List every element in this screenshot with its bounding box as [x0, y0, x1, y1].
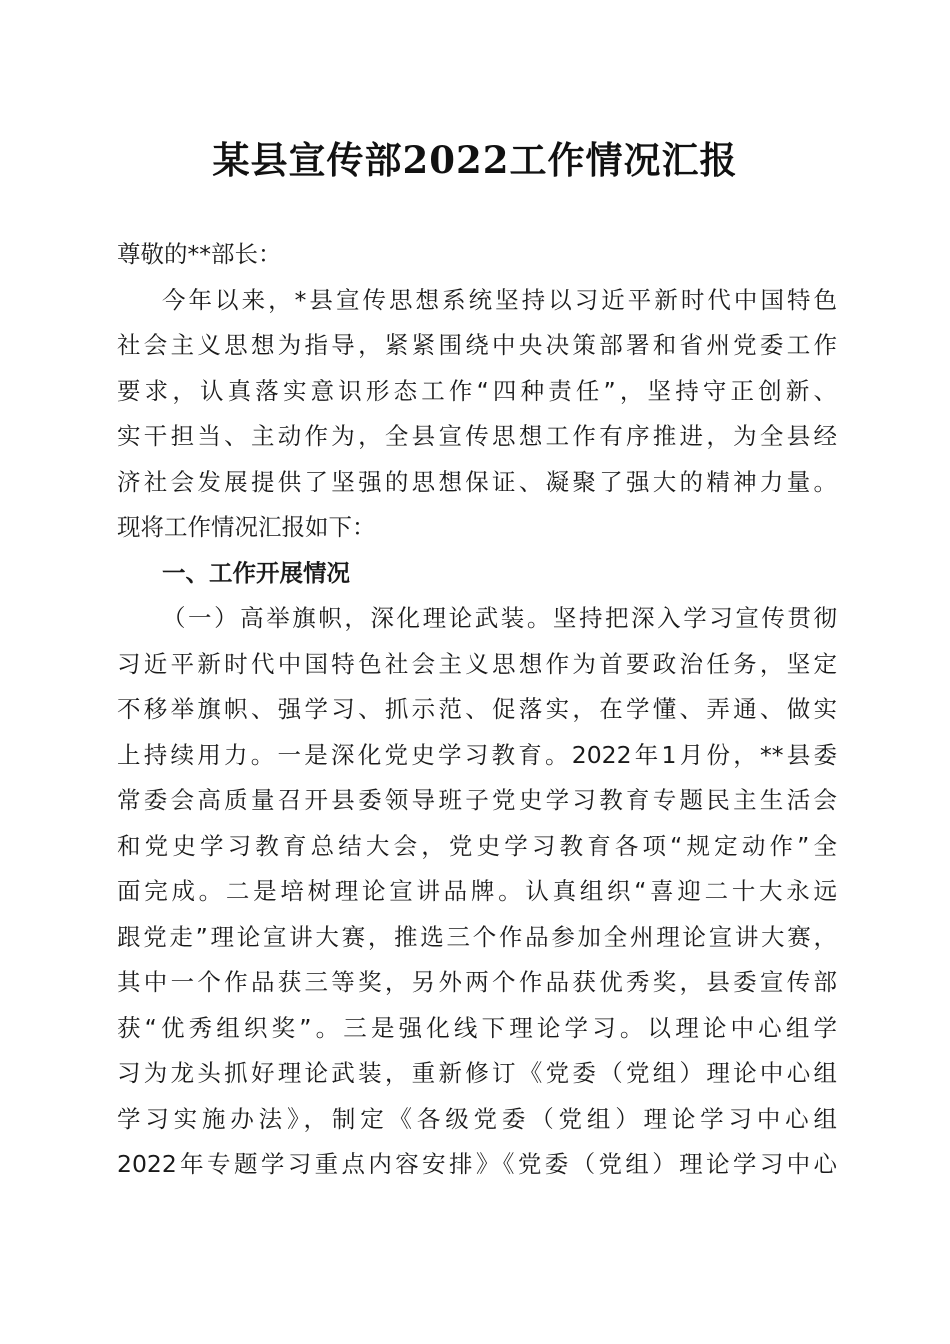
paragraph-line: 和党史学习教育总结大会，党史学习教育各项“规定动作”全 [117, 831, 837, 860]
paragraph-line: 习近平新时代中国特色社会主义思想作为首要政治任务，坚定 [117, 649, 837, 678]
paragraph-line: 常委会高质量召开县委领导班子党史学习教育专题民主生活会 [117, 786, 837, 814]
paragraph-line: 不移举旗帜、强学习、抓示范、促落实，在学懂、弄通、做实 [117, 695, 837, 723]
paragraph-line: 上持续用力。一是深化党史学习教育。2022年1月份，**县委 [117, 740, 837, 769]
paragraph-line: 现将工作情况汇报如下： [117, 513, 376, 541]
paragraph-line: 面完成。二是培树理论宣讲品牌。认真组织“喜迎二十大永远 [117, 877, 837, 905]
paragraph-line: 习为龙头抓好理论武装，重新修订《党委（党组）理论中心组 [117, 1059, 837, 1087]
paragraph-line: 要求，认真落实意识形态工作“四种责任”，坚持守正创新、 [117, 376, 837, 405]
paragraph-line: 社会主义思想为指导，紧紧围绕中央决策部署和省州党委工作 [117, 331, 837, 359]
paragraph-line: 学习实施办法》，制定《各级党委（党组）理论学习中心组 [117, 1104, 837, 1133]
paragraph-line: 获“优秀组织奖”。三是强化线下理论学习。以理论中心组学 [117, 1013, 837, 1042]
paragraph-line: 2022年专题学习重点内容安排》《党委（党组）理论学习中心 [117, 1150, 837, 1178]
section-heading: 一、工作开展情况 [162, 558, 350, 587]
paragraph-line: 今年以来，*县宣传思想系统坚持以习近平新时代中国特色 [162, 285, 837, 314]
paragraph-line: 其中一个作品获三等奖，另外两个作品获优秀奖，县委宣传部 [117, 968, 837, 996]
document-title: 某县宣传部2022工作情况汇报 [212, 138, 738, 182]
document-body [117, 232, 837, 1188]
salutation-line: 尊敬的**部长： [117, 240, 282, 268]
paragraph-line: 跟党走”理论宣讲大赛，推选三个作品参加全州理论宣讲大赛， [117, 922, 837, 951]
paragraph-line: 实干担当、主动作为，全县宣传思想工作有序推进，为全县经 [117, 422, 837, 450]
paragraph-line: 济社会发展提供了坚强的思想保证、凝聚了强大的精神力量。 [117, 467, 837, 496]
paragraph-line: （一）高举旗帜，深化理论武装。坚持把深入学习宣传贯彻 [162, 604, 837, 632]
